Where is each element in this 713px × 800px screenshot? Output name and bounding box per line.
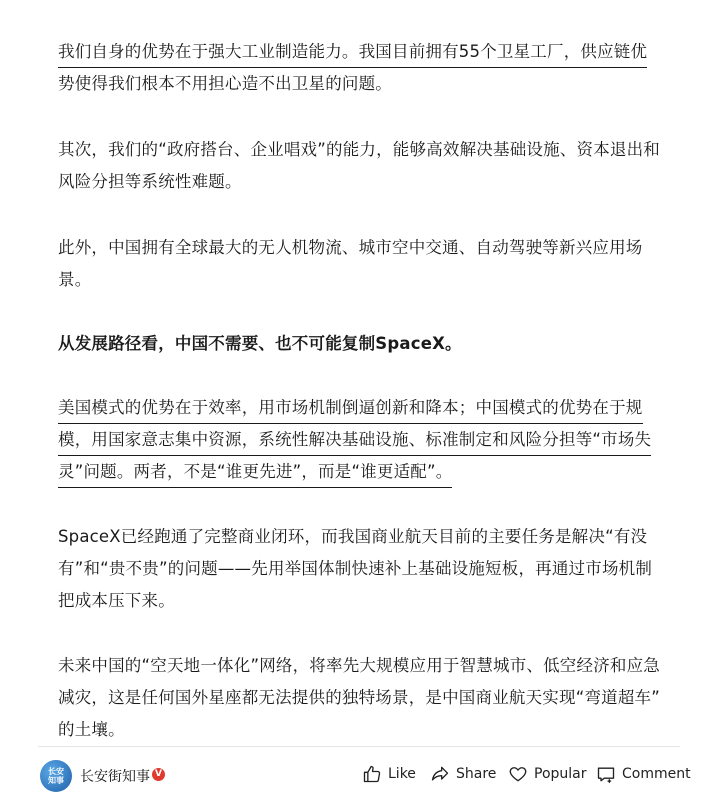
footer-divider (38, 746, 680, 747)
paragraph-heading (58, 328, 678, 360)
paragraph-1 (58, 36, 678, 100)
paragraph-line: 我们自身的优势在于强大工业制造能力。我国目前拥有55个卫星工厂，供应链优 (58, 37, 647, 68)
paragraph-line: 未来中国的“空天地一体化”网络，将率先大规模应用于智慧城市、低空经济和应急 (58, 656, 660, 675)
paragraph-6 (58, 650, 678, 746)
paragraph-line: SpaceX已经跑通了完整商业闭环，而我国商业航天目前的主要任务是解决“有没 (58, 527, 648, 546)
paragraph-line: 有”和“贵不贵”的问题——先用举国体制快速补上基础设施短板，再通过市场机制 (58, 559, 653, 578)
paragraph-5 (58, 521, 678, 617)
author-name[interactable]: 长安街知事 (80, 769, 150, 785)
verified-badge-icon: V (152, 768, 165, 781)
avatar-text: 长安 知事 (48, 767, 64, 785)
paragraph-line: 的土壤。 (58, 720, 125, 739)
paragraph-line: 景。 (58, 270, 92, 289)
comment-button[interactable] (596, 763, 691, 785)
comment-icon (596, 764, 616, 784)
thumbs-up-icon (362, 764, 382, 784)
paragraph-line: 灵”问题。两者，不是“谁更先进”，而是“谁更适配”。 (58, 457, 452, 488)
paragraph-line: 风险分担等系统性难题。 (58, 172, 242, 191)
paragraph-line: 从发展路径看，中国不需要、也不可能复制SpaceX。 (58, 334, 462, 353)
paragraph-underlined (58, 392, 678, 488)
paragraph-3 (58, 232, 678, 296)
paragraph-line: 模，用国家意志集中资源，系统性解决基础设施、标准制定和风险分担等“市场失 (58, 425, 651, 456)
paragraph-line: 减灾，这是任何国外星座都无法提供的独特场景，是中国商业航天实现“弯道超车” (58, 688, 660, 707)
paragraph-line: 此外，中国拥有全球最大的无人机物流、城市空中交通、自动驾驶等新兴应用场 (58, 238, 643, 257)
share-label: Share (456, 766, 497, 782)
comment-label: Comment (622, 766, 691, 782)
like-button[interactable] (362, 763, 416, 785)
post-footer (0, 748, 713, 800)
paragraph-line: 其次，我们的“政府搭台、企业唱戏”的能力，能够高效解决基础设施、资本退出和 (58, 140, 660, 159)
paragraph-line: 美国模式的优势在于效率，用市场机制倒逼创新和降本；中国模式的优势在于规 (58, 393, 643, 424)
avatar[interactable] (40, 760, 72, 792)
paragraph-line: 把成本压下来。 (58, 591, 175, 610)
paragraph-2 (58, 134, 678, 198)
heart-icon (508, 764, 528, 784)
popular-label: Popular (534, 766, 587, 782)
like-label: Like (388, 766, 416, 782)
popular-button[interactable] (508, 763, 587, 785)
share-icon (430, 764, 450, 784)
paragraph-line: 势使得我们根本不用担心造不出卫星的问题。 (58, 74, 392, 93)
share-button[interactable] (430, 763, 496, 785)
